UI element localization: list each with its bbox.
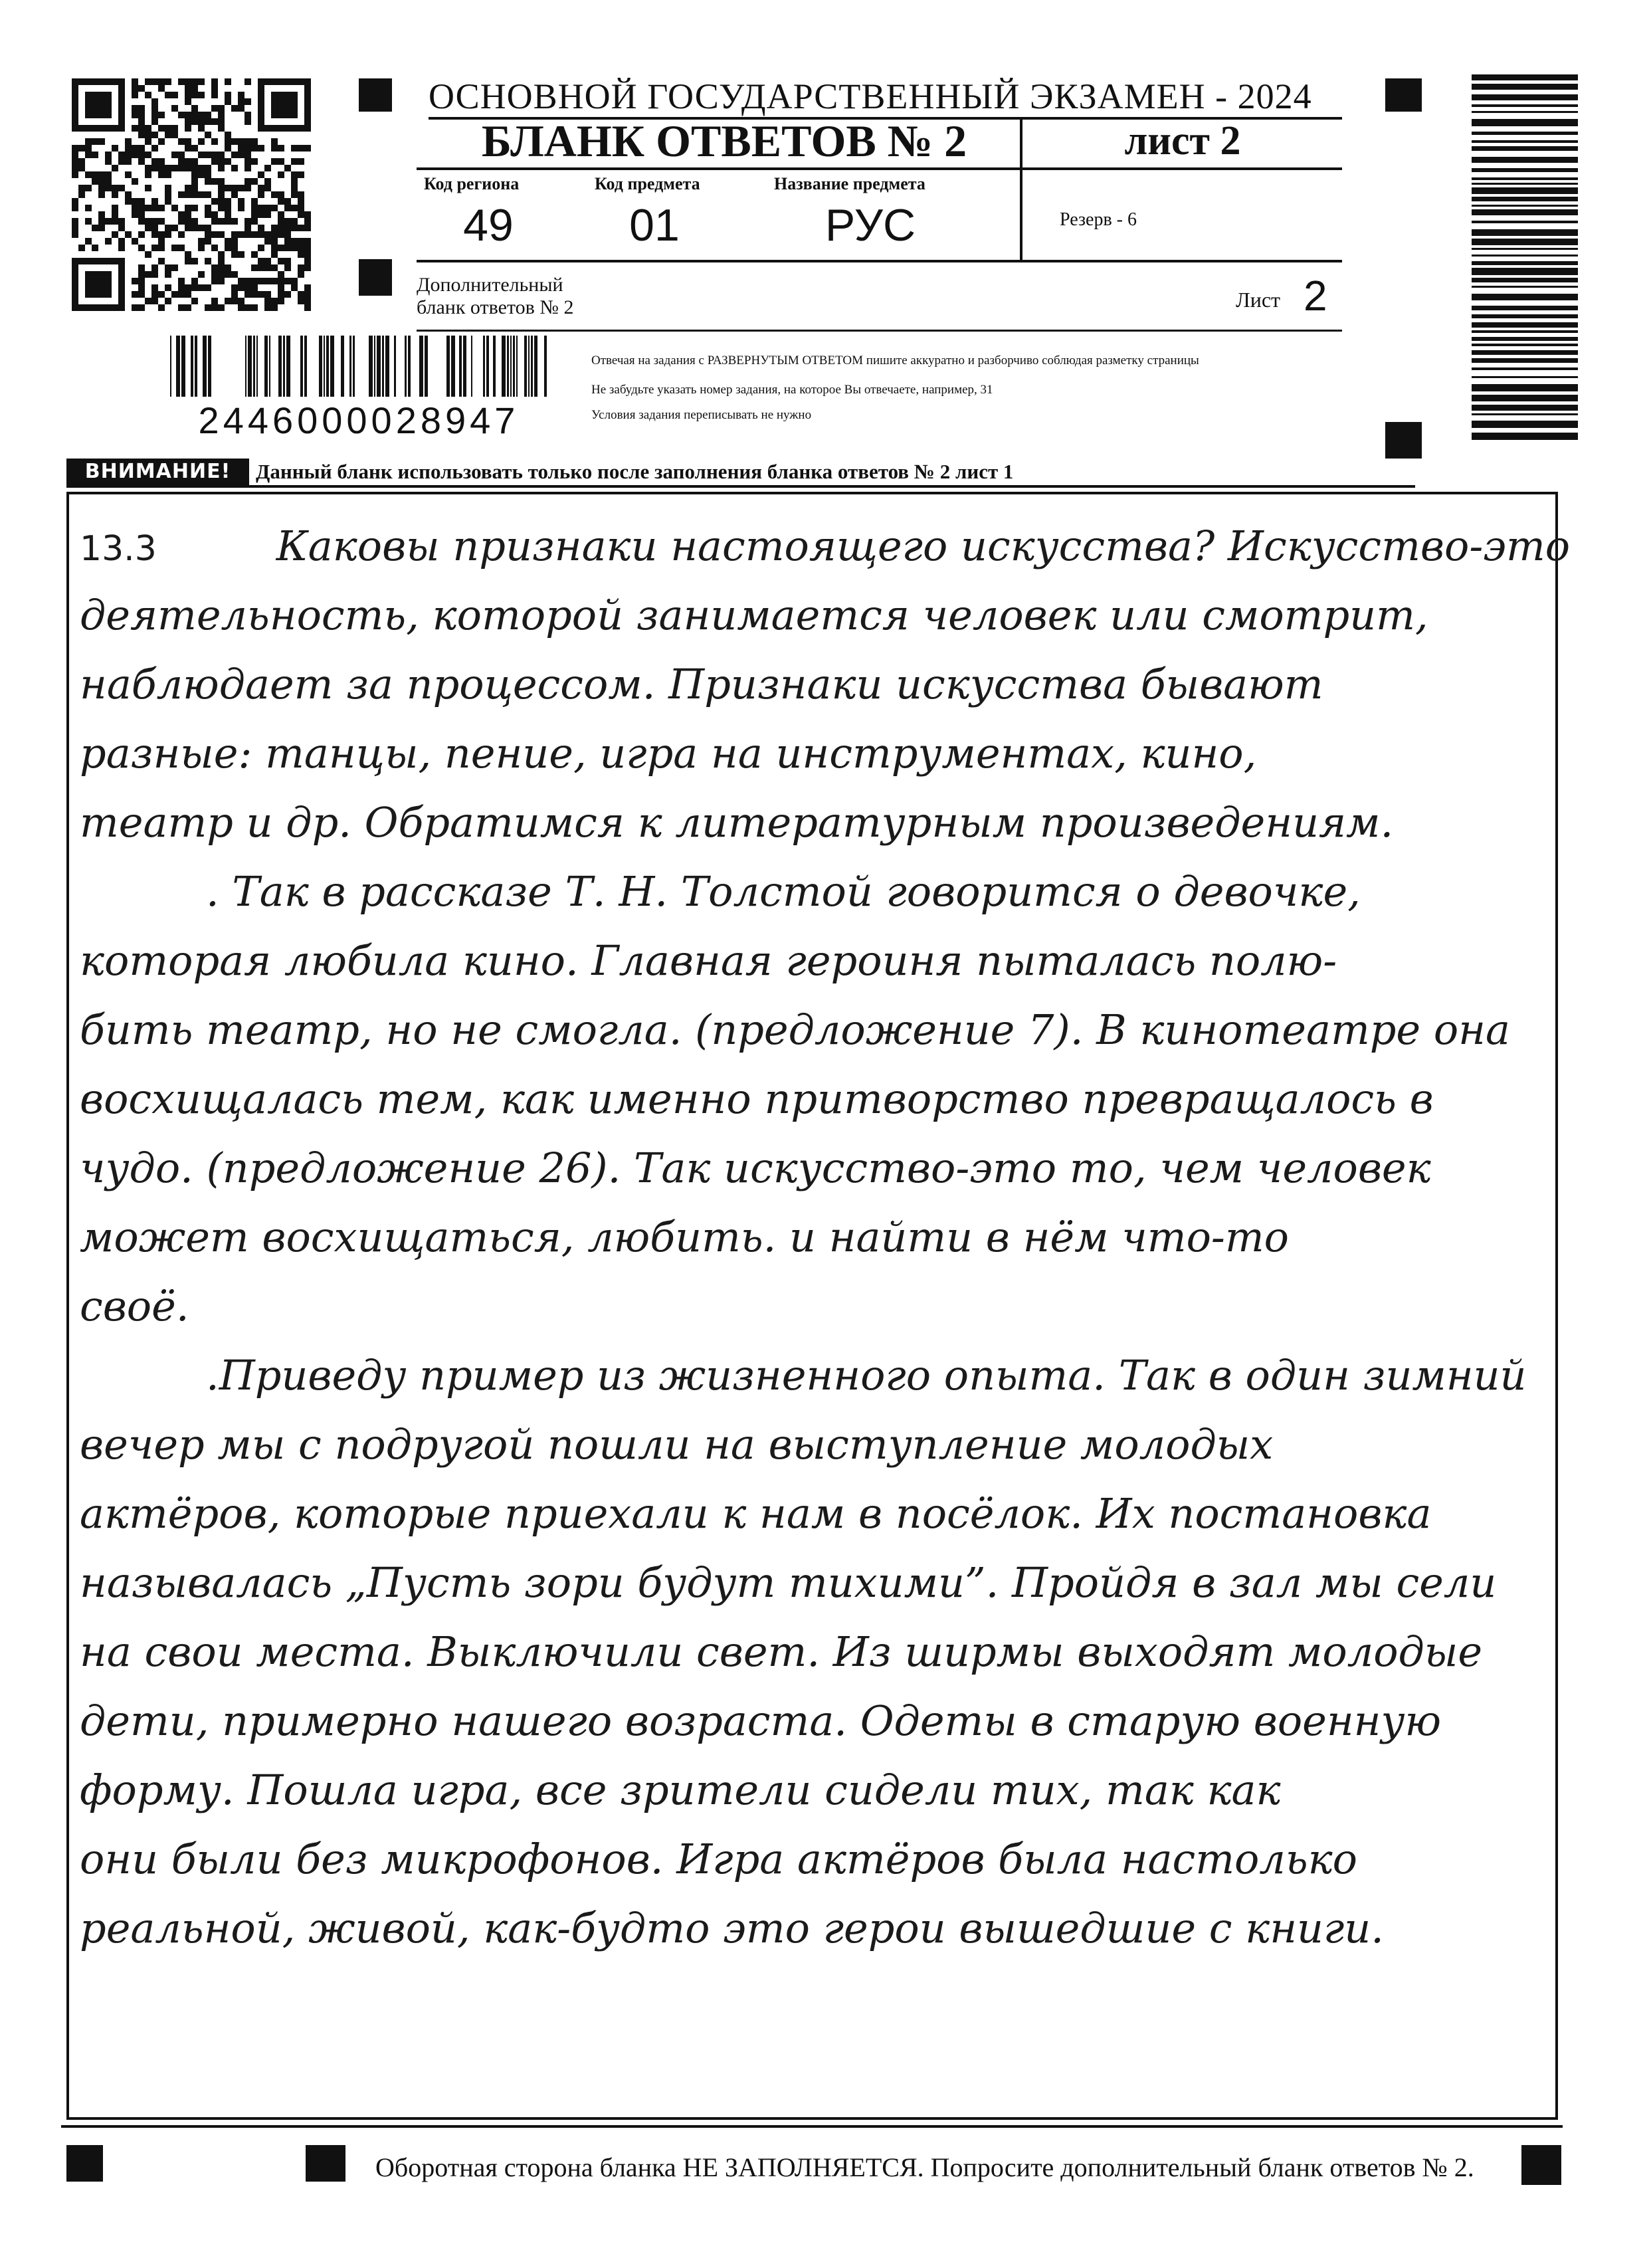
answer-line: которая любила кино. Главная героиня пыталась полю-: [80, 936, 1337, 985]
sheet-label: лист 2: [1124, 118, 1241, 163]
additional-form-line: бланк ответов № 2: [417, 296, 574, 318]
registration-marker: [359, 78, 392, 112]
answer-line: . Так в рассказе Т. Н. Толстой говорится о девочке,: [206, 867, 1361, 916]
answer-line: восхищалась тем, как именно притворство превращалось в: [80, 1075, 1434, 1123]
sheet-number-value: 2: [1304, 272, 1327, 320]
attention-text: Данный бланк использовать только после заполнения бланка ответов № 2 лист 1: [256, 460, 1014, 483]
answer-line: вечер мы с подругой пошли на выступление молодых: [80, 1420, 1274, 1469]
timing-stripes: [1472, 74, 1578, 443]
registration-marker: [1385, 422, 1422, 459]
answer-line: театр и др. Обратимся к литературным произведениям.: [80, 798, 1394, 847]
task-number: 13.3: [80, 529, 157, 569]
instruction-line: Не забудьте указать номер задания, на которое Вы отвечаете, например, 31: [591, 383, 993, 397]
form-name: БЛАНК ОТВЕТОВ № 2: [481, 116, 967, 166]
instruction-line: Условия задания переписывать не нужно: [591, 408, 812, 422]
answer-line: бить театр, но не смогла. (предложение 7). В кинотеатре она: [80, 1005, 1510, 1054]
region-value: 49: [463, 200, 514, 251]
answer-line: .Приведу пример из жизненного опыта. Так в один зимний: [206, 1351, 1527, 1399]
registration-marker: [359, 259, 392, 296]
additional-form-line: Дополнительный: [417, 274, 563, 296]
qr-code: [72, 78, 311, 311]
answer-line-text: Каковы признаки настоящего искусства? Искусство-это: [276, 522, 1571, 570]
answer-line: разные: танцы, пение, игра на инструментах, кино,: [80, 729, 1257, 777]
registration-marker: [1521, 2145, 1561, 2185]
header-rule: [417, 260, 1342, 262]
reserve-field: Резерв - 6: [1060, 209, 1137, 230]
registration-marker: [1385, 78, 1422, 112]
header-rule: [417, 167, 1342, 170]
answer-line: деятельность, которой занимается человек или смотрит,: [80, 591, 1428, 639]
instruction-line: Отвечая на задания с РАЗВЕРНУТЫМ ОТВЕТОМ пишите аккуратно и разборчиво соблюдая разметку страницы: [591, 354, 1199, 367]
attention-badge: ВНИМАНИЕ!: [66, 459, 249, 485]
sheet-number-label: Лист: [1236, 288, 1281, 312]
header-rule: [417, 330, 1342, 332]
subject-code-label: Код предмета: [595, 174, 700, 193]
answer-line: чудо. (предложение 26). Так искусство-это то, чем человек: [80, 1144, 1431, 1192]
additional-form-label: [417, 274, 573, 319]
answer-line: они были без микрофонов. Игра актёров была настолько: [80, 1835, 1357, 1883]
barcode-number: 2446000028947: [198, 399, 520, 441]
answer-line: наблюдает за процессом. Признаки искусства бывают: [80, 660, 1323, 708]
answer-line: может восхищаться, любить. и найти в нём что-то: [80, 1213, 1289, 1261]
subject-name-value: РУС: [825, 200, 916, 251]
exam-title: ОСНОВНОЙ ГОСУДАРСТВЕННЫЙ ЭКЗАМЕН - 2024: [429, 76, 1342, 120]
subject-name-label: Название предмета: [774, 174, 925, 193]
subject-code-value: 01: [629, 200, 680, 251]
header-divider: [1020, 117, 1022, 262]
registration-marker: [306, 2145, 345, 2182]
region-label: Код региона: [424, 174, 520, 193]
answer-line: [80, 512, 1571, 581]
attention-rule: [66, 485, 1415, 488]
answer-line: на свои места. Выключили свет. Из ширмы выходят молодые: [80, 1627, 1483, 1676]
footer-note: Оборотная сторона бланка НЕ ЗАПОЛНЯЕТСЯ. Попросите дополнительный бланк ответов № 2.: [375, 2152, 1474, 2182]
registration-marker: [66, 2145, 103, 2182]
answer-line: своё.: [80, 1282, 189, 1330]
answer-bottom-rule: [61, 2125, 1563, 2128]
handwritten-answer: [80, 512, 1571, 1963]
answer-line: называлась „Пусть зори будут тихими”. Пройдя в зал мы сели: [80, 1558, 1497, 1607]
answer-line: дети, примерно нашего возраста. Одеты в старую военную: [80, 1697, 1442, 1745]
answer-line: актёров, которые приехали к нам в посёлок. Их постановка: [80, 1489, 1432, 1538]
answer-line: форму. Пошла игра, все зрители сидели тих, так как: [80, 1766, 1281, 1814]
answer-line: реальной, живой, как-будто это герои вышедшие с книги.: [80, 1904, 1384, 1952]
